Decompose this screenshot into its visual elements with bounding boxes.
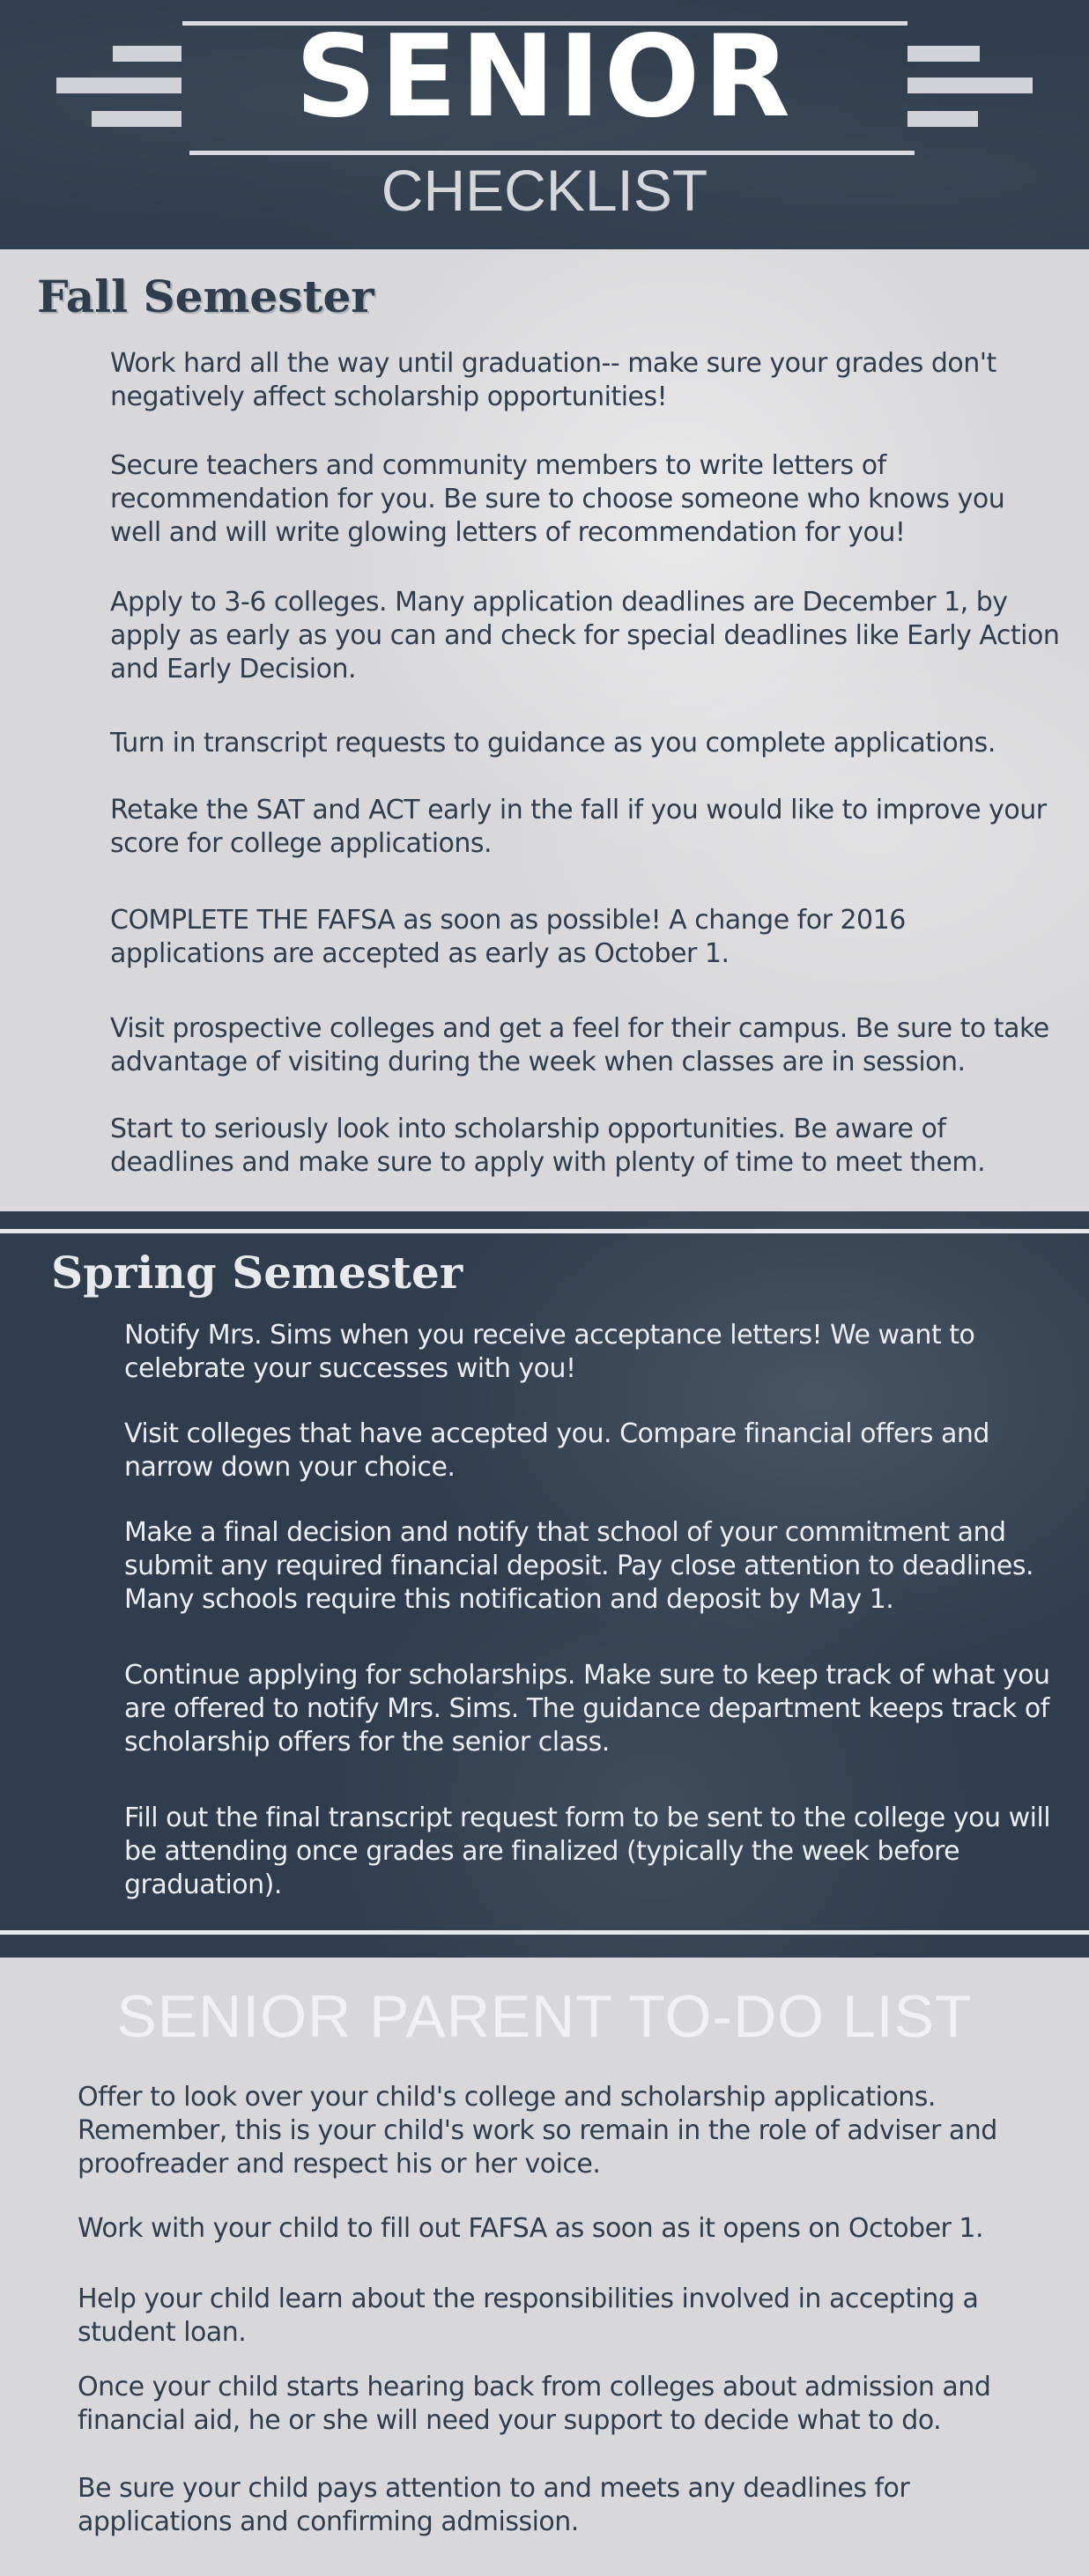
- parent-heading: SENIOR PARENT TO-DO LIST: [116, 1983, 973, 2050]
- page-subtitle: CHECKLIST: [381, 158, 708, 223]
- parent-item-4: Once your child starts hearing back from colleges about admission and financial aid, he or she will need your support to decide what to do.: [78, 2372, 991, 2436]
- parent-item-5: Be sure your child pays attention to and meets any deadlines for applications and confirming admission.: [78, 2473, 910, 2537]
- spring-item-1: Notify Mrs. Sims when you receive acceptance letters! We want to celebrate your successes with you!: [124, 1320, 975, 1384]
- fall-semester-section: [0, 249, 1089, 1211]
- middle-rule: [189, 151, 915, 155]
- spring-semester-section: [0, 1211, 1089, 1958]
- spring-heading: Spring Semester: [51, 1247, 463, 1299]
- parent-todo-section: [0, 1958, 1089, 2576]
- spring-item-2: Visit colleges that have accepted you. Compare financial offers and narrow down your choice.: [124, 1418, 989, 1483]
- fall-item-4: Turn in transcript requests to guidance as you complete applications.: [110, 728, 996, 759]
- parent-item-2: Work with your child to fill out FAFSA as soon as it opens on October 1.: [78, 2213, 984, 2244]
- fall-item-7: Visit prospective colleges and get a feel for their campus. Be sure to take advantage of visiting during the week when classes are in session.: [110, 1013, 1049, 1077]
- fall-item-3: Apply to 3-6 colleges. Many application deadlines are December 1, by apply as early as you can and check for special deadlines like Early Action and Early Decision.: [110, 587, 1060, 685]
- parent-item-3: Help your child learn about the responsibilities involved in accepting a student loan.: [78, 2284, 979, 2348]
- parent-item-1: Offer to look over your child's college and scholarship applications. Remember, this is your child's work so remain in the role of adviser and proofreader and respect his or her voice.: [78, 2082, 997, 2180]
- fall-item-8: Start to seriously look into scholarship opportunities. Be aware of deadlines and make sure to apply with plenty of time to meet them.: [110, 1114, 986, 1178]
- fall-item-1: Work hard all the way until graduation-- make sure your grades don't negatively affect scholarship opportunities!: [110, 348, 996, 412]
- spring-item-4: Continue applying for scholarships. Make sure to keep track of what you are offered to notify Mrs. Sims. The guidance department keeps track of scholarship offers for the senior class.: [124, 1660, 1050, 1758]
- header-banner: [0, 0, 1089, 249]
- spring-top-rule: [0, 1229, 1089, 1233]
- spring-bottom-rule: [0, 1930, 1089, 1935]
- fall-item-2: Secure teachers and community members to write letters of recommendation for you. Be sure to choose someone who knows you well and will write glowing letters of recommendation for you!: [110, 450, 1005, 548]
- fall-item-5: Retake the SAT and ACT early in the fall if you would like to improve your score for college applications.: [110, 795, 1047, 859]
- fall-heading: Fall Semester: [37, 270, 374, 322]
- spring-item-3: Make a final decision and notify that school of your commitment and submit any required financial deposit. Pay close attention to deadlines. Many schools require this notification and deposit by May 1.: [124, 1517, 1034, 1615]
- spring-item-5: Fill out the final transcript request form to be sent to the college you will be attending once grades are finalized (typically the week before graduation).: [124, 1802, 1051, 1900]
- page-title: SENIOR: [295, 11, 794, 143]
- fall-item-6: COMPLETE THE FAFSA as soon as possible! A change for 2016 applications are accepted as early as October 1.: [110, 905, 906, 969]
